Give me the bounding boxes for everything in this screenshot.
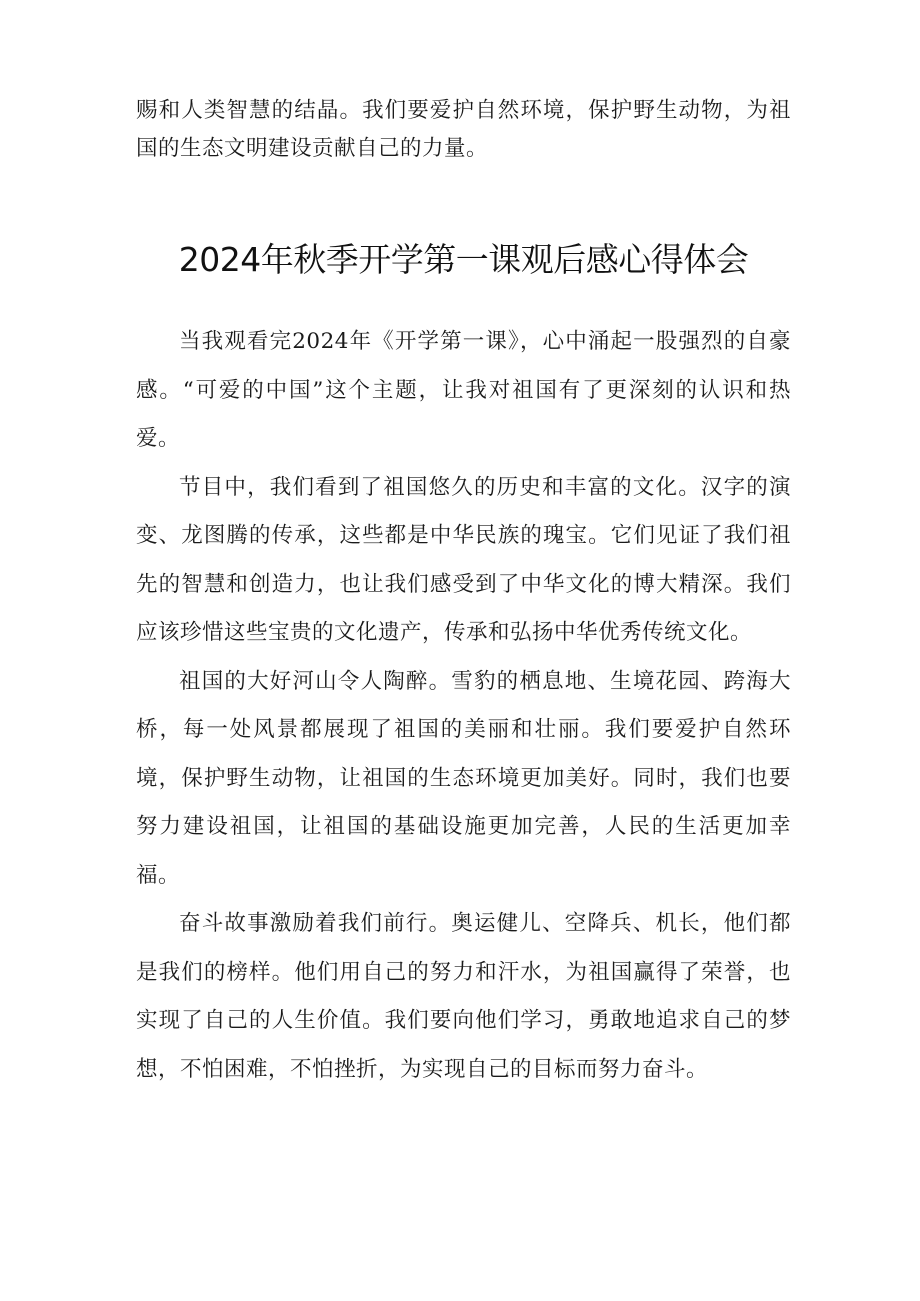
continuation-paragraph: 赐和人类智慧的结晶。我们要爱护自然环境，保护野生动物，为祖国的生态文明建设贡献自己的力量。 xyxy=(136,98,791,161)
document-title: 2024年秋季开学第一课观后感心得体会 xyxy=(178,240,749,279)
paragraph-2: 节目中，我们看到了祖国悠久的历史和丰富的文化。汉字的演变、龙图腾的传承，这些都是中华民族的瑰宝。它们见证了我们祖先的智慧和创造力，也让我们感受到了中华文化的博大精深。我们应该珍惜这些宝贵的文化遗产，传承和弘扬中华优秀传统文化。 xyxy=(136,474,791,645)
document-content xyxy=(136,92,791,1094)
paragraph-1: 当我观看完2024年《开学第一课》，心中涌起一股强烈的自豪感。“可爱的中国”这个主题，让我对祖国有了更深刻的认识和热爱。 xyxy=(136,329,791,451)
paragraph-3: 祖国的大好河山令人陶醉。雪豹的栖息地、生境花园、跨海大桥，每一处风景都展现了祖国的美丽和壮丽。我们要爱护自然环境，保护野生动物，让祖国的生态环境更加美好。同时，我们也要努力建设祖国，让祖国的基础设施更加完善，人民的生活更加幸福。 xyxy=(136,668,791,888)
paragraph-4: 奋斗故事激励着我们前行。奥运健儿、空降兵、机长，他们都是我们的榜样。他们用自己的努力和汗水，为祖国赢得了荣誉，也实现了自己的人生价值。我们要向他们学习，勇敢地追求自己的梦想，不怕困难，不怕挫折，为实现自己的目标而努力奋斗。 xyxy=(136,911,791,1082)
